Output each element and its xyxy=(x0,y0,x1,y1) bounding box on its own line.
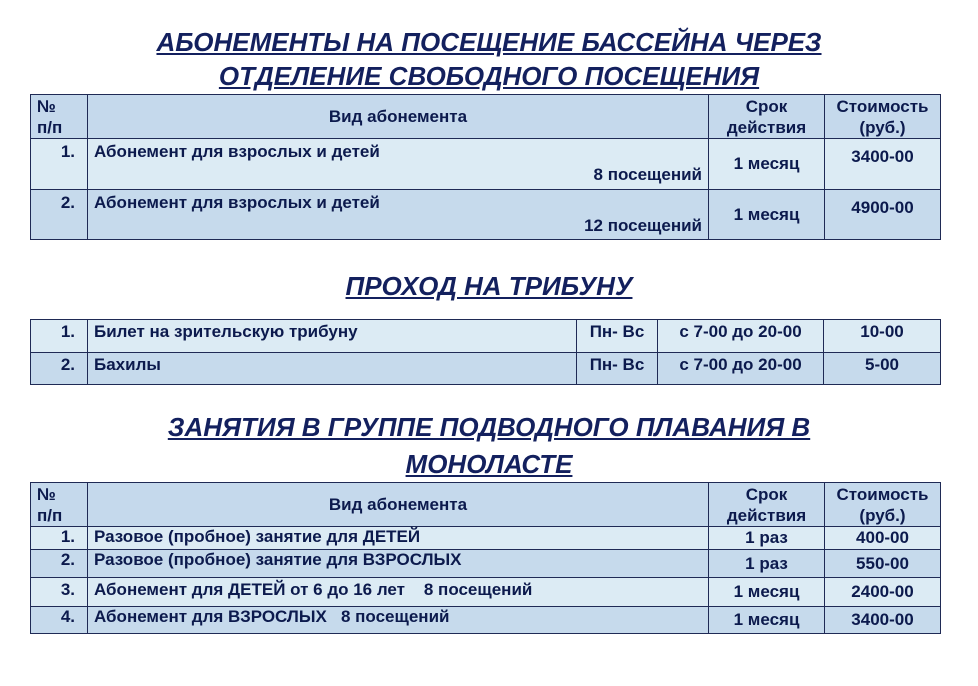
row-hours: с 7-00 до 20-00 xyxy=(658,320,824,353)
row-term: 1 месяц xyxy=(709,139,825,190)
row-name-text: Абонемент для взрослых и детей xyxy=(94,193,380,212)
table-header-row xyxy=(31,483,941,527)
row-name: Разовое (пробное) занятие для ВЗРОСЛЫХ xyxy=(88,550,709,578)
row-name: Абонемент для ВЗРОСЛЫХ 8 посещений xyxy=(88,607,709,634)
header-term: Срок действия xyxy=(709,483,825,527)
row-days: Пн- Вс xyxy=(577,353,658,385)
table-row xyxy=(31,353,941,385)
row-name xyxy=(88,190,709,240)
row-hours: с 7-00 до 20-00 xyxy=(658,353,824,385)
row-name: Бахилы xyxy=(88,353,577,385)
row-num: 1. xyxy=(31,320,88,353)
row-name: Абонемент для ДЕТЕЙ от 6 до 16 лет 8 посещений xyxy=(88,578,709,607)
monofin-table xyxy=(30,482,941,634)
row-num: 2. xyxy=(31,190,88,240)
row-term: 1 раз xyxy=(709,527,825,550)
table-row xyxy=(31,139,941,190)
row-num: 1. xyxy=(31,139,88,190)
tribune-table xyxy=(30,319,941,385)
table-header-row xyxy=(31,95,941,139)
table-row xyxy=(31,607,941,634)
row-term: 1 месяц xyxy=(709,607,825,634)
row-cost: 3400-00 xyxy=(825,139,941,190)
table-row xyxy=(31,190,941,240)
row-term: 1 месяц xyxy=(709,578,825,607)
row-cost: 5-00 xyxy=(824,353,941,385)
row-term: 1 раз xyxy=(709,550,825,578)
row-cost: 2400-00 xyxy=(825,578,941,607)
row-term: 1 месяц xyxy=(709,190,825,240)
section1-title-line1: АБОНЕМЕНТЫ НА ПОСЕЩЕНИЕ БАССЕЙНА ЧЕРЕЗ xyxy=(156,27,822,57)
section3-title-line2: МОНОЛАСТЕ xyxy=(405,449,573,479)
row-visits: 8 посещений xyxy=(593,165,702,184)
section3-title-line1: ЗАНЯТИЯ В ГРУППЕ ПОДВОДНОГО ПЛАВАНИЯ В xyxy=(167,412,811,442)
row-num: 2. xyxy=(31,550,88,578)
row-cost: 400-00 xyxy=(825,527,941,550)
row-visits: 12 посещений xyxy=(584,216,702,235)
table-row xyxy=(31,550,941,578)
header-cost: Стоимость (руб.) xyxy=(825,95,941,139)
table-row xyxy=(31,578,941,607)
row-num: 3. xyxy=(31,578,88,607)
row-num: 2. xyxy=(31,353,88,385)
section2-title: ПРОХОД НА ТРИБУНУ xyxy=(345,271,633,301)
row-num: 1. xyxy=(31,527,88,550)
section1-title-line2: ОТДЕЛЕНИЕ СВОБОДНОГО ПОСЕЩЕНИЯ xyxy=(218,61,760,91)
header-type: Вид абонемента xyxy=(88,483,709,527)
table-row xyxy=(31,320,941,353)
header-num: № п/п xyxy=(31,95,88,139)
row-cost: 10-00 xyxy=(824,320,941,353)
header-type: Вид абонемента xyxy=(88,95,709,139)
row-name xyxy=(88,139,709,190)
row-days: Пн- Вс xyxy=(577,320,658,353)
table-row xyxy=(31,527,941,550)
header-num: № п/п xyxy=(31,483,88,527)
row-name: Билет на зрительскую трибуну xyxy=(88,320,577,353)
row-cost: 3400-00 xyxy=(825,607,941,634)
header-term: Срок действия xyxy=(709,95,825,139)
row-name: Разовое (пробное) занятие для ДЕТЕЙ xyxy=(88,527,709,550)
membership-table xyxy=(30,94,941,240)
row-num: 4. xyxy=(31,607,88,634)
row-cost: 550-00 xyxy=(825,550,941,578)
header-cost: Стоимость (руб.) xyxy=(825,483,941,527)
row-name-text: Абонемент для взрослых и детей xyxy=(94,142,380,161)
row-cost: 4900-00 xyxy=(825,190,941,240)
